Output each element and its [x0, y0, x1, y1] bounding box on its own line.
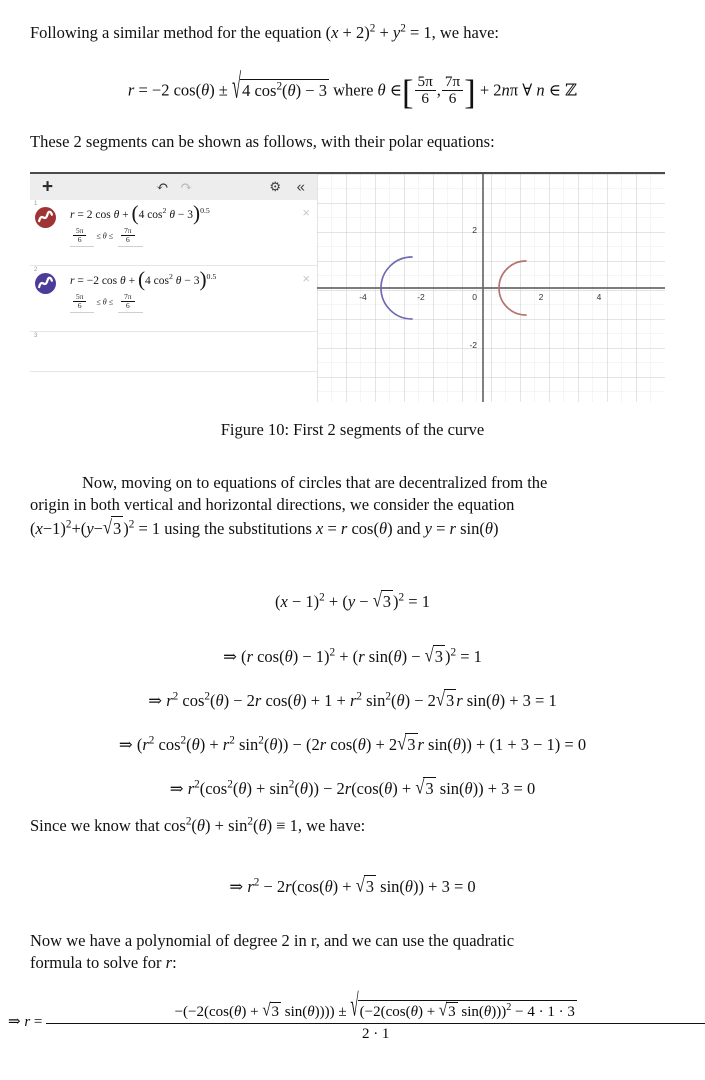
figure-graphing-calculator — [30, 172, 665, 402]
polar-curve-icon[interactable] — [35, 207, 56, 228]
svg-text:2: 2 — [472, 225, 477, 235]
derivation-eq-4: ⇒ ($r^2$ $\cos^2(\theta) + r^2$ $\sin^2(\theta)) - (2r$ cos(θ) + 2√3 r sin(θ)) + (1 + 3 − 1) = 0 — [118, 732, 587, 755]
row-index: 2 — [34, 267, 38, 273]
expression-panel — [30, 174, 317, 402]
quadratic-line-1: Now we have a polynomial of degree 2 in r, and we can use the quadratic — [30, 931, 515, 950]
svg-text:2: 2 — [538, 292, 544, 302]
quadratic-paragraph — [30, 930, 670, 974]
polar-equation: r = −2 cos(θ) ± √4 $\cos^2(\theta) - 3$ where θ ∈[ $\frac{5\pi}{6}$ , $\frac{7\pi}{6}$ ] + 2nπ ∀ n ∈ ℤ — [127, 65, 578, 112]
figure-caption: Figure 10: First 2 segments of the curve — [220, 420, 485, 439]
graph-svg — [317, 174, 665, 402]
domain-upper: $\frac{7\pi}{6}$ — [121, 293, 134, 310]
identity-prefix: Since we know that — [30, 816, 164, 835]
derivation-eq-1: $(x - 1)^2 + (y - √3$ )$^2$ = 1 — [275, 589, 430, 612]
intro-prefix: Following a similar method for the equation — [30, 23, 326, 42]
paragraph-line-2: origin in both vertical and horizontal directions, we consider the equation — [30, 495, 515, 514]
row-index: 3 — [34, 333, 38, 339]
polar-curve-icon[interactable] — [35, 273, 56, 294]
formula-fraction — [46, 990, 705, 1043]
interval-comma: , — [436, 80, 441, 100]
delete-expression-icon[interactable]: × — [302, 205, 310, 220]
chevron-double-left-icon[interactable]: « — [296, 178, 305, 196]
identity-paragraph — [30, 815, 670, 837]
expression-row[interactable] — [30, 200, 317, 266]
svg-text:0: 0 — [472, 292, 477, 302]
graph-canvas[interactable] — [317, 174, 665, 402]
derivation-eq-2: ⇒ (r cos(θ) − 1)$^2$ + (r sin(θ) − √3 )$^2$ = 1 — [223, 644, 482, 667]
derivation-eq-5: ⇒ $r^2(\cos^2(\theta) + \sin^2(\theta)) - 2r(\cos(\theta) + √3$ sin(θ)) + 3 = 0 — [169, 776, 536, 799]
delete-expression-icon[interactable]: × — [302, 271, 310, 286]
row-index: 1 — [34, 201, 38, 207]
polar-where: where — [333, 80, 374, 100]
expression-list — [30, 200, 317, 402]
expression-domain — [70, 221, 291, 247]
calculator-toolbar — [30, 174, 317, 201]
domain-lower: $\frac{5\pi}{6}$ — [73, 293, 86, 310]
segments-paragraph: These 2 segments can be shown as follows, with their polar equations: — [30, 132, 495, 151]
svg-text:-2: -2 — [469, 340, 477, 350]
expression-body: r = −2 cos θ + (4 $\cos^2 \theta - 3)^{0.5}$ — [70, 267, 217, 291]
gear-icon[interactable]: ⚙ — [269, 179, 281, 194]
identity-suffix: , we have: — [297, 816, 366, 835]
add-expression-icon[interactable]: + — [42, 176, 54, 198]
polar-tail: + 2nπ ∀ n ∈ ℤ — [479, 80, 578, 100]
intro-suffix: , we have: — [431, 23, 499, 42]
intro-paragraph — [30, 22, 670, 44]
svg-text:4: 4 — [596, 292, 602, 302]
intro-equation: $(x + 2)^2 + y^2 = 1$ — [325, 22, 432, 42]
undo-icon[interactable]: ↶ — [156, 179, 169, 196]
paragraph-line-1: Now, moving on to equations of circles that are decentralized from the — [82, 473, 548, 492]
domain-upper: $\frac{7\pi}{6}$ — [121, 227, 134, 244]
redo-icon[interactable]: ↷ — [180, 179, 193, 196]
expression-row-empty[interactable] — [30, 332, 317, 372]
formula-numerator: −(−2(cos(θ) + √3 sin(θ)))) ± √(−2(cos(θ) + √3 sin(θ)))$^2$ − 4 · 1 · 3 — [46, 1000, 705, 1024]
identity-expression: $\cos^2(\theta) + \sin^2(\theta) \equiv 1$ — [163, 815, 298, 835]
svg-text:-4: -4 — [359, 292, 367, 302]
interval-left: $\frac{5\pi}{6}$ — [415, 74, 436, 108]
quadratic-formula — [8, 990, 705, 1043]
expression-row[interactable] — [30, 266, 317, 332]
polar-theta-in: θ ∈ — [377, 80, 402, 100]
derivation-eq-3: ⇒ $r^2$ $\cos^2(\theta) - 2r$ $\cos(\theta) + 1 + r^2$ $\sin^2(\theta) - 2√3$ r sin(θ) + 3 = 1 — [148, 688, 557, 711]
polar-lhs: r = −2 cos(θ) ± — [127, 80, 228, 100]
calculator-app — [30, 174, 665, 402]
paragraph-line-3: $(x-1)^2+(y-√3$ )$^2$ = 1 using the substitutions x = r cos(θ) and y = r sin(θ) — [30, 516, 499, 539]
formula-denominator: 2 · 1 — [361, 1026, 390, 1042]
domain-relation: ≤ θ ≤ — [94, 297, 116, 307]
quadratic-line-2: formula to solve for r: — [30, 953, 177, 972]
formula-lead: ⇒ r = — [8, 1014, 43, 1030]
paragraph-decentralized — [30, 472, 670, 540]
domain-relation: ≤ θ ≤ — [94, 231, 116, 241]
expression-body: r = 2 cos θ + (4 $\cos^2 \theta - 3)^{0.5}$ — [70, 201, 210, 225]
reduced-equation: ⇒ $r^2 - 2r(\cos(\theta) + √3$ sin(θ)) + 3 = 0 — [229, 874, 476, 897]
interval-right: $\frac{7\pi}{6}$ — [442, 74, 463, 108]
domain-lower: $\frac{5\pi}{6}$ — [73, 227, 86, 244]
expression-domain — [70, 287, 291, 313]
polar-radical: √4 $\cos^2(\theta) - 3$ — [232, 65, 327, 106]
svg-text:-2: -2 — [417, 292, 425, 302]
